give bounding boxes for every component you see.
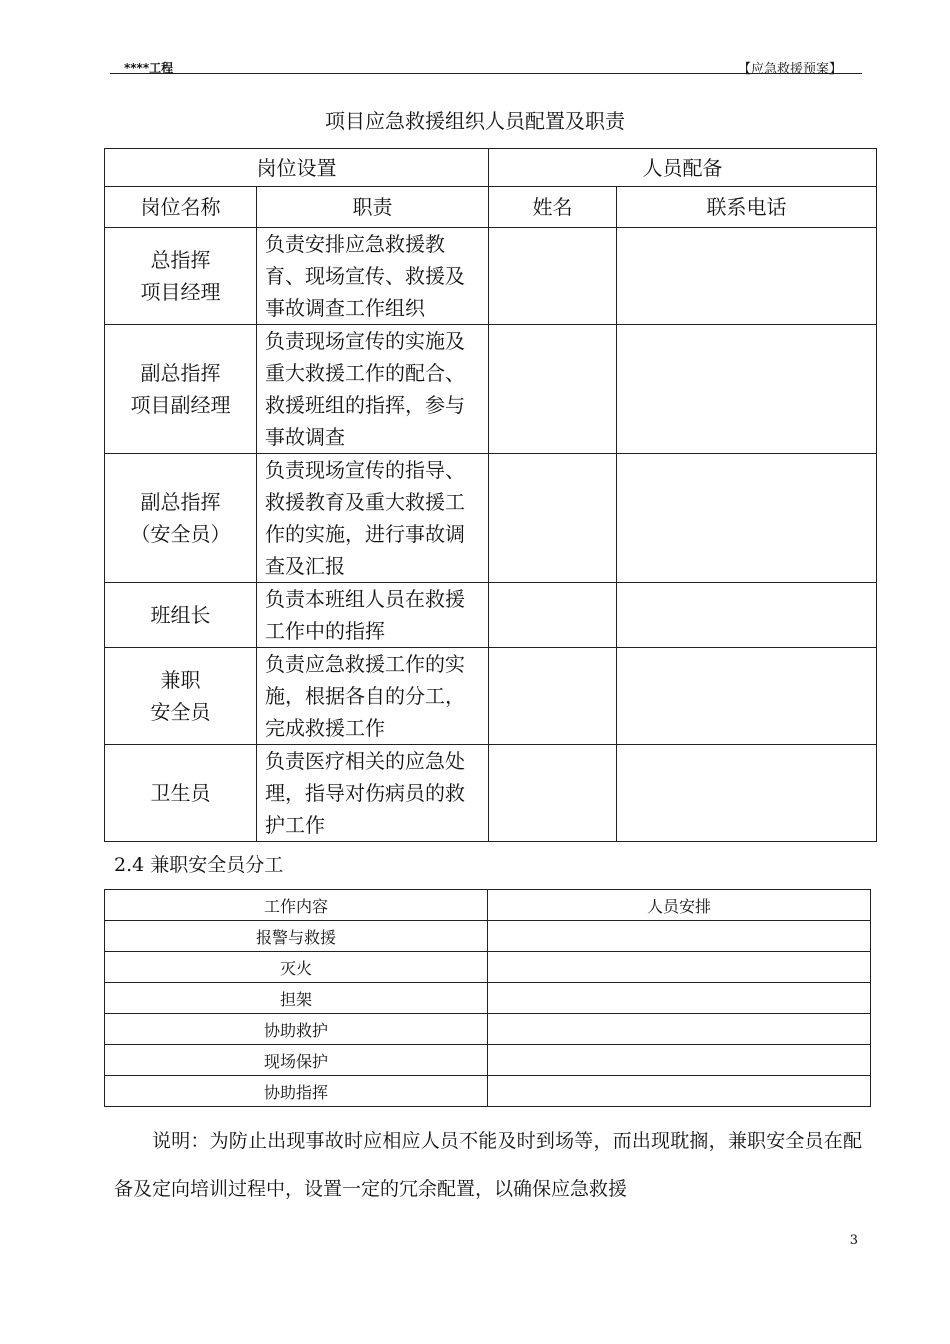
- column-header-phone: 联系电话: [617, 187, 877, 228]
- name-cell: [489, 648, 617, 745]
- staff-cell: [488, 921, 871, 952]
- task-cell: 担架: [105, 983, 488, 1014]
- duty-cell: 负责现场宣传的实施及重大救援工作的配合、救援班组的指挥，参与事故调查: [257, 325, 489, 454]
- position-cell: [105, 745, 257, 842]
- org-table: [104, 148, 877, 842]
- duty-assignment-table: [104, 889, 871, 1107]
- position-line: 副总指挥: [140, 361, 221, 385]
- name-cell: [489, 583, 617, 648]
- table-row: [105, 325, 877, 454]
- position-cell: [105, 325, 257, 454]
- phone-cell: [617, 648, 877, 745]
- column-header-name: 姓名: [489, 187, 617, 228]
- name-cell: [489, 454, 617, 583]
- task-cell: 协助救护: [105, 1014, 488, 1045]
- position-line: 班组长: [150, 603, 211, 627]
- position-cell: [105, 583, 257, 648]
- duty-cell: 负责安排应急救援教育、现场宣传、救援及事故调查工作组织: [257, 228, 489, 325]
- task-cell: 灭火: [105, 952, 488, 983]
- staff-cell: [488, 952, 871, 983]
- org-table-group-header-row: [105, 149, 877, 187]
- staff-cell: [488, 983, 871, 1014]
- duty-cell: 负责医疗相关的应急处理，指导对伤病员的救护工作: [257, 745, 489, 842]
- table-row: [105, 454, 877, 583]
- position-line: 总指挥: [150, 248, 211, 272]
- phone-cell: [617, 454, 877, 583]
- header-document-type: 【应急救援预案】: [737, 62, 842, 77]
- position-line: （安全员）: [130, 522, 231, 546]
- table-row: [105, 1045, 871, 1076]
- position-line: 项目经理: [140, 280, 221, 304]
- page-number: 3: [849, 1233, 858, 1248]
- name-cell: [489, 325, 617, 454]
- position-line: 项目副经理: [130, 393, 231, 417]
- position-cell: [105, 454, 257, 583]
- position-cell: [105, 648, 257, 745]
- table-row: [105, 1076, 871, 1107]
- duty-table-header-row: [105, 890, 871, 921]
- position-line: 副总指挥: [140, 490, 221, 514]
- table-row: [105, 1014, 871, 1045]
- org-table-header-row: [105, 187, 877, 228]
- task-cell: 现场保护: [105, 1045, 488, 1076]
- duty-cell: 负责现场宣传的指导、救援教育及重大救援工作的实施，进行事故调查及汇报: [257, 454, 489, 583]
- table-row: [105, 648, 877, 745]
- staff-cell: [488, 1076, 871, 1107]
- task-cell: 协助指挥: [105, 1076, 488, 1107]
- staff-cell: [488, 1014, 871, 1045]
- table-row: [105, 228, 877, 325]
- position-line: 兼职: [160, 668, 201, 692]
- phone-cell: [617, 228, 877, 325]
- section-heading: 2.4 兼职安全员分工: [114, 854, 284, 876]
- group-header-positions: 岗位设置: [105, 149, 489, 187]
- table-row: [105, 983, 871, 1014]
- name-cell: [489, 228, 617, 325]
- table-row: [105, 583, 877, 648]
- table-row: [105, 952, 871, 983]
- table-row: [105, 745, 877, 842]
- task-cell: 报警与救援: [105, 921, 488, 952]
- position-line: 卫生员: [150, 781, 211, 805]
- staff-cell: [488, 1045, 871, 1076]
- duty-cell: 负责应急救援工作的实施，根据各自的分工，完成救援工作: [257, 648, 489, 745]
- phone-cell: [617, 325, 877, 454]
- column-header-staff: 人员安排: [488, 890, 871, 921]
- table-row: [105, 921, 871, 952]
- group-header-staffing: 人员配备: [489, 149, 877, 187]
- table-title: 项目应急救援组织人员配置及职责: [325, 109, 625, 133]
- column-header-position: 岗位名称: [105, 187, 257, 228]
- phone-cell: [617, 745, 877, 842]
- position-cell: [105, 228, 257, 325]
- header-project-name: ****工程: [124, 61, 174, 75]
- duty-cell: 负责本班组人员在救援工作中的指挥: [257, 583, 489, 648]
- note-paragraph: 说明：为防止出现事故时应相应人员不能及时到场等，而出现耽搁，兼职安全员在配备及定向培训过程中，设置一定的冗余配置，以确保应急救援: [114, 1130, 862, 1200]
- column-header-duty: 职责: [257, 187, 489, 228]
- position-line: 安全员: [150, 700, 211, 724]
- column-header-task: 工作内容: [105, 890, 488, 921]
- phone-cell: [617, 583, 877, 648]
- name-cell: [489, 745, 617, 842]
- header-divider: [110, 73, 862, 74]
